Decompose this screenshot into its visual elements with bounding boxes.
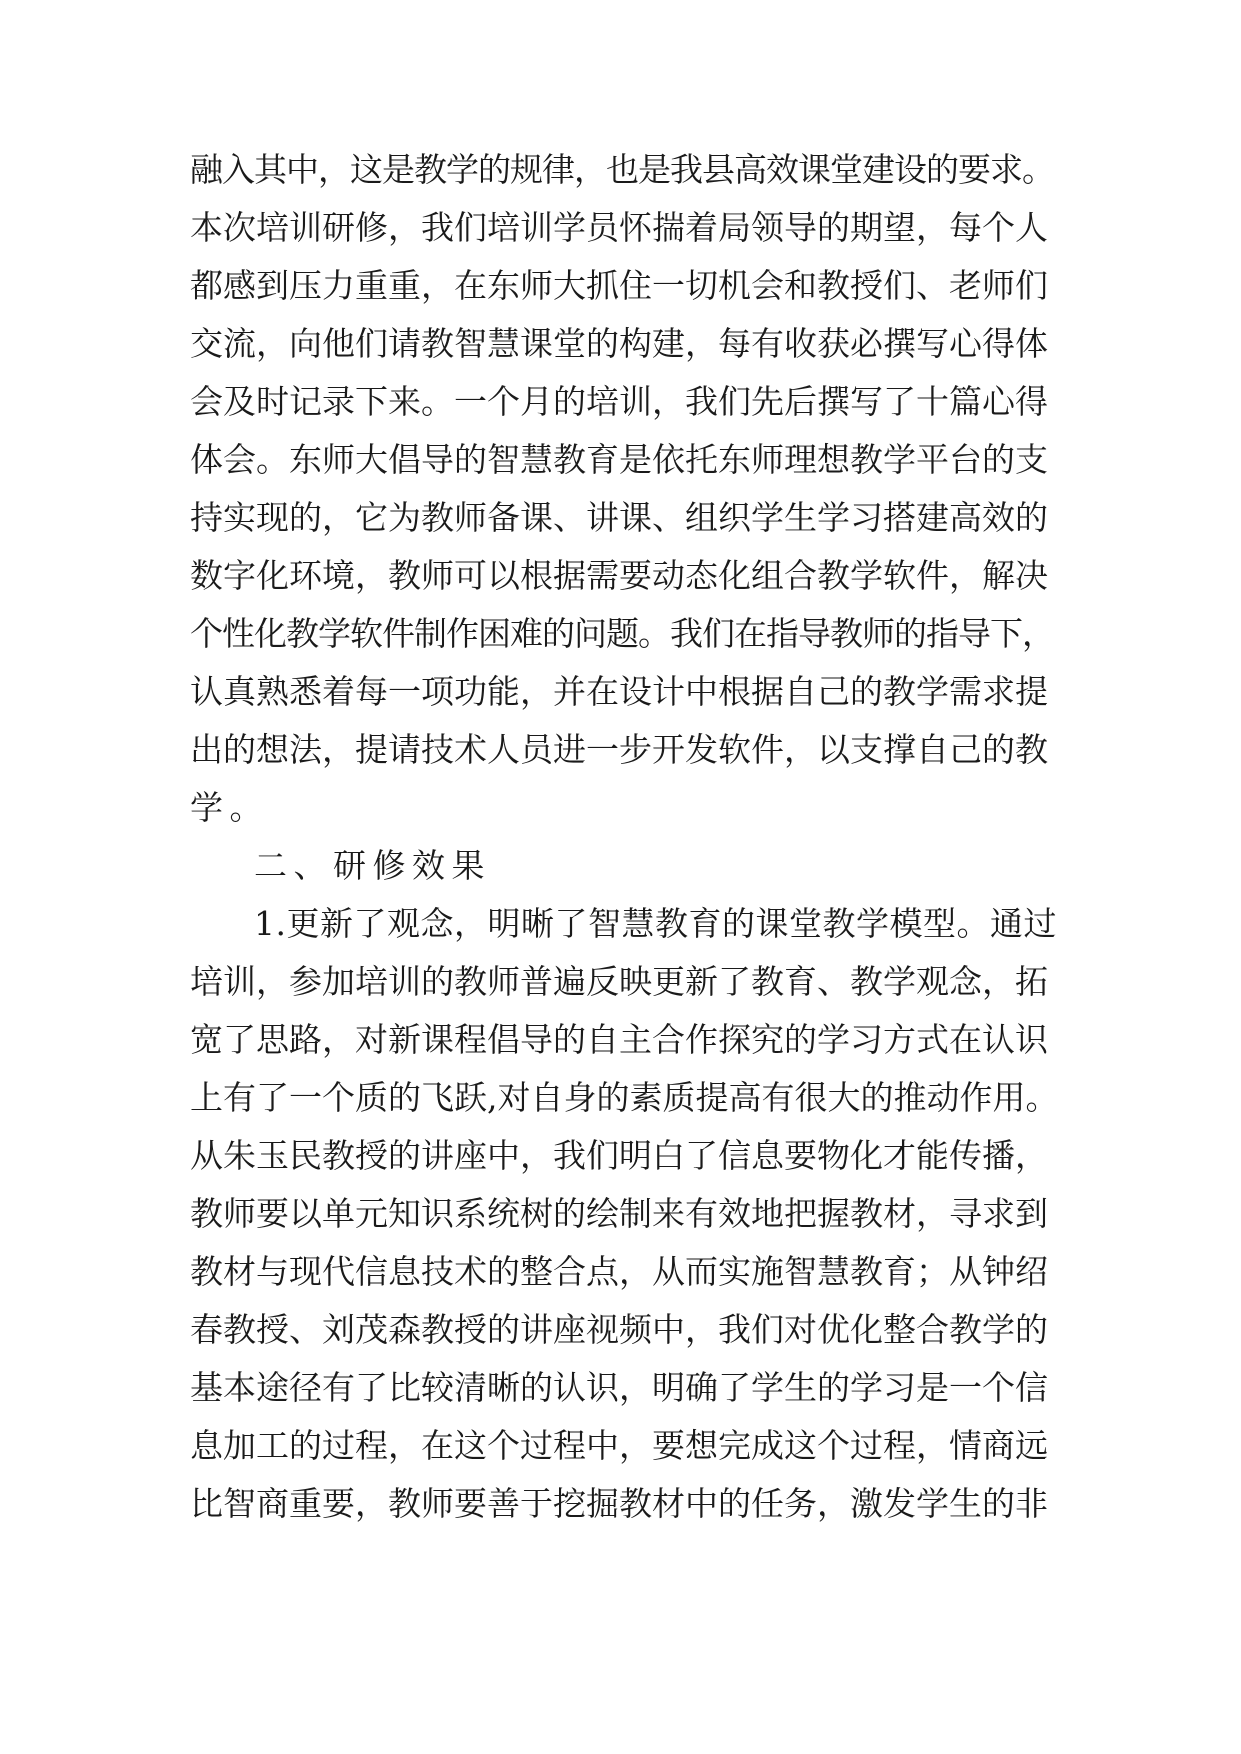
text-line: 都感到压力重重，在东师大抓住一切机会和教授们、老师们 (190, 266, 1048, 305)
text-line: 会及时记录下来。一个月的培训，我们先后撰写了十篇心得 (190, 382, 1048, 421)
section-heading: 二、研修效果 (254, 846, 491, 885)
text-line: 宽了思路，对新课程倡导的自主合作探究的学习方式在认识 (190, 1020, 1048, 1059)
text-line: 融入其中，这是教学的规律，也是我县高效课堂建设的要求。 (190, 150, 1054, 189)
text-line: 基本途径有了比较清晰的认识，明确了学生的学习是一个信 (190, 1368, 1048, 1407)
text-line: 交流，向他们请教智慧课堂的构建，每有收获必撰写心得体 (190, 324, 1048, 363)
text-line: 培训，参加培训的教师普遍反映更新了教育、教学观念，拓 (190, 962, 1048, 1001)
paragraph-first-line: 1.更新了观念，明晰了智慧教育的课堂教学模型。通过 (254, 904, 1057, 943)
text-line: 认真熟悉着每一项功能，并在设计中根据自己的教学需求提 (190, 672, 1048, 711)
text-line: 比智商重要，教师要善于挖掘教材中的任务，激发学生的非 (190, 1484, 1048, 1523)
text-line: 教材与现代信息技术的整合点，从而实施智慧教育；从钟绍 (190, 1252, 1048, 1291)
text-line: 春教授、刘茂森教授的讲座视频中，我们对优化整合教学的 (190, 1310, 1048, 1349)
text-line: 学。 (190, 788, 269, 827)
text-line: 从朱玉民教授的讲座中，我们明白了信息要物化才能传播， (190, 1136, 1048, 1175)
text-line: 个性化教学软件制作困难的问题。我们在指导教师的指导下， (190, 614, 1054, 653)
text-line: 息加工的过程，在这个过程中，要想完成这个过程，情商远 (190, 1426, 1048, 1465)
text-line: 教师要以单元知识系统树的绘制来有效地把握教材，寻求到 (190, 1194, 1048, 1233)
text-line: 出的想法，提请技术人员进一步开发软件，以支撑自己的教 (190, 730, 1048, 769)
text-line: 数字化环境，教师可以根据需要动态化组合教学软件，解决 (190, 556, 1048, 595)
text-line: 持实现的，它为教师备课、讲课、组织学生学习搭建高效的 (190, 498, 1048, 537)
text-line: 体会。东师大倡导的智慧教育是依托东师理想教学平台的支 (190, 440, 1048, 479)
text-line: 本次培训研修，我们培训学员怀揣着局领导的期望，每个人 (190, 208, 1048, 247)
text-line: 上有了一个质的飞跃,对自身的素质提高有很大的推动作用。 (190, 1078, 1059, 1117)
